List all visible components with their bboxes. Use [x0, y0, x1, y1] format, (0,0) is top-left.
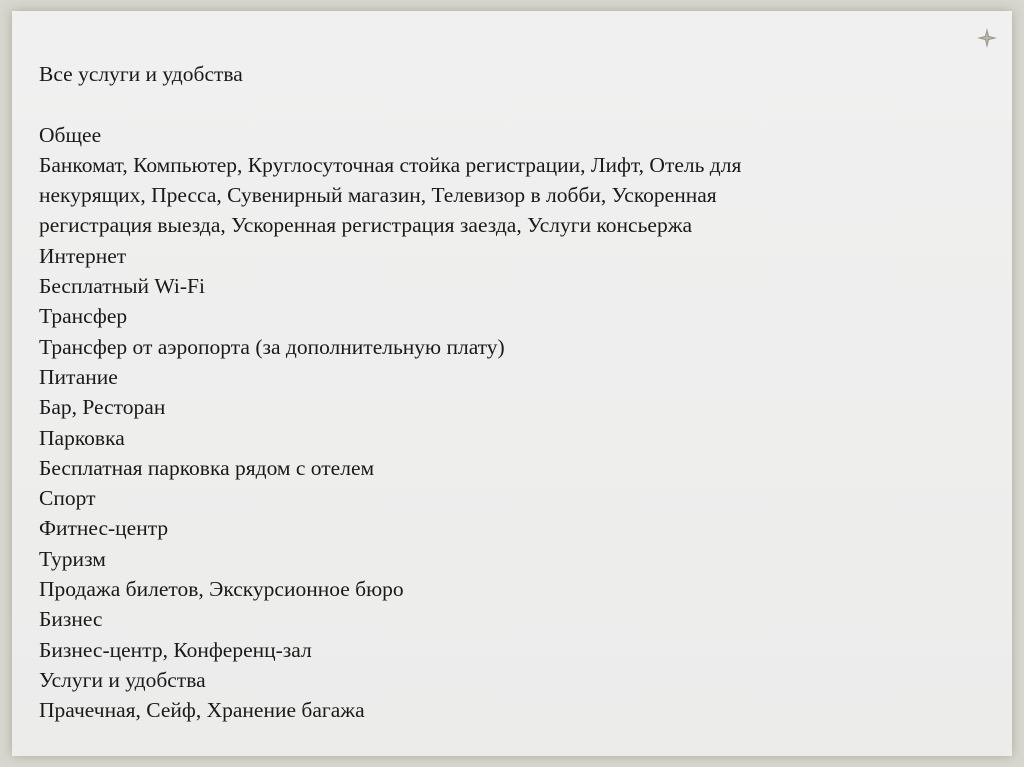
- section-food: [39, 362, 989, 423]
- section-heading: Услуги и удобства: [39, 667, 206, 692]
- section-parking: [39, 423, 989, 484]
- section-item: Прачечная, Сейф, Хранение багажа: [39, 698, 365, 723]
- star-corner-icon: [976, 27, 998, 49]
- section-heading: Интернет: [39, 243, 127, 268]
- section-item: Бесплатная парковка рядом с отелем: [39, 455, 375, 480]
- section-item: Продажа билетов, Экскурсионное бюро: [39, 577, 404, 602]
- section-sport: [39, 483, 989, 544]
- section-item: Трансфер от аэропорта (за дополнительную плату): [39, 334, 505, 359]
- section-general: [39, 120, 989, 241]
- section-item: Фитнес-центр: [39, 516, 169, 541]
- section-tourism: [39, 544, 989, 605]
- section-heading: Питание: [39, 364, 118, 389]
- section-business: [39, 604, 989, 665]
- section-heading: Бизнес: [39, 607, 103, 632]
- section-heading: Туризм: [39, 546, 106, 571]
- section-item: регистрация выезда, Ускоренная регистрация заезда, Услуги консьержа: [39, 213, 693, 238]
- section-heading: Парковка: [39, 425, 125, 450]
- section-heading: Спорт: [39, 486, 96, 511]
- section-heading: Общее: [39, 122, 102, 147]
- section-item: Бизнес-центр, Конференц-зал: [39, 637, 312, 662]
- section-item: Банкомат, Компьютер, Круглосуточная стойка регистрации, Лифт, Отель для: [39, 152, 742, 177]
- section-item: Бар, Ресторан: [39, 395, 166, 420]
- slide: [12, 11, 1012, 756]
- section-item: некурящих, Пресса, Сувенирный магазин, Телевизор в лобби, Ускоренная: [39, 183, 717, 208]
- section-transfer: [39, 301, 989, 362]
- page-title: Все услуги и удобства: [39, 62, 243, 86]
- facilities-list: [39, 59, 989, 726]
- section-internet: [39, 241, 989, 302]
- section-item: Бесплатный Wi-Fi: [39, 274, 205, 299]
- section-heading: Трансфер: [39, 304, 128, 329]
- section-services: [39, 665, 989, 726]
